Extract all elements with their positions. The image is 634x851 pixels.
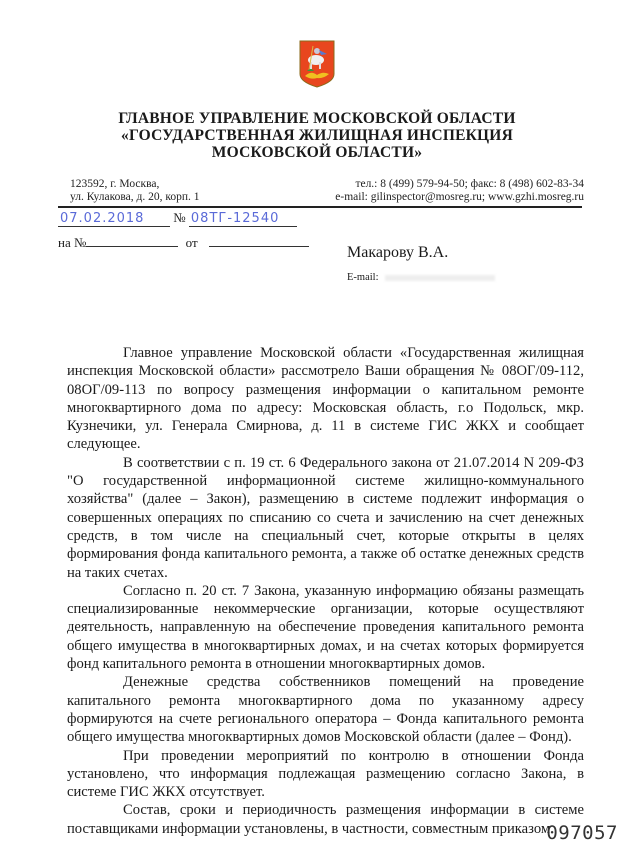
coat-of-arms-icon bbox=[299, 40, 335, 88]
reply-label: на № bbox=[58, 235, 87, 250]
document-serial-number: 097057 bbox=[546, 822, 618, 844]
org-line-2: «ГОСУДАРСТВЕННАЯ ЖИЛИЩНАЯ ИНСПЕКЦИЯ bbox=[121, 127, 513, 144]
email-label: E-mail: bbox=[347, 272, 379, 283]
contact-email-web: e-mail: gilinspector@mosreg.ru; www.gzhi.mosreg.ru bbox=[335, 191, 584, 203]
organization-name bbox=[0, 110, 634, 161]
registration-number: 08ТГ-12540 bbox=[189, 211, 297, 227]
reply-number-blank bbox=[86, 234, 178, 247]
reply-date-blank bbox=[209, 234, 309, 247]
header-divider bbox=[58, 206, 582, 208]
paragraph: Главное управление Московской области «Государственная жилищная инспекция Московской области» рассмотрело Ваши обращения № 08ОГ/09-112, 08ОГ/09-113 по вопросу размещения информации о капитальном ремонте многоквартирного дома по адресу: Московская область, г.о Подольск, мкр. Кузнечики, ул. Генерала Смирнова, д. 11 в системе ГИС ЖКХ и сообщает следующее. bbox=[67, 345, 584, 453]
redacted-email bbox=[385, 275, 495, 281]
contact-info bbox=[335, 178, 584, 204]
contact-phone: тел.: 8 (499) 579-94-50; факс: 8 (498) 602-83-34 bbox=[355, 178, 584, 190]
paragraph: При проведении мероприятий по контролю в отношении Фонда установлено, что информация подлежащая размещению согласно Закона, в системе ГИС ЖКХ отсутствует. bbox=[67, 747, 584, 801]
from-label: от bbox=[185, 235, 198, 250]
number-sign: № bbox=[173, 210, 186, 225]
address-line-1: 123592, г. Москва, bbox=[70, 178, 160, 190]
registration-date: 07.02.2018 bbox=[58, 211, 170, 227]
address-line-2: ул. Кулакова, д. 20, корп. 1 bbox=[70, 191, 200, 203]
paragraph: Согласно п. 20 ст. 7 Закона, указанную информацию обязаны размещать специализированные некоммерческие организации, которые осуществляют деятельность, направленную на обеспечение проведения капитального ремонта общего имущества в многоквартирных домах, и на счетах которых формируется фонд капитального ремонта в отношении многоквартирных домов. bbox=[67, 582, 584, 673]
letter-body bbox=[67, 344, 584, 838]
postal-address bbox=[70, 178, 200, 204]
paragraph: Денежные средства собственников помещений на проведение капитального ремонта многоквартирного дома по указанному адресу формируются на счете регионального оператора – Фонда капитального ремонта общего имущества многоквартирных домов Московской области (далее – Фонд). bbox=[67, 674, 584, 746]
paragraph: Состав, сроки и периодичность размещения информации в системе поставщиками информации установлены, в частности, совместным приказом bbox=[67, 802, 584, 837]
registration-line bbox=[58, 210, 297, 227]
reply-reference-line bbox=[58, 234, 309, 251]
recipient-email bbox=[347, 272, 495, 283]
paragraph: В соответствии с п. 19 ст. 6 Федерального закона от 21.07.2014 N 209-ФЗ "О государственной информационной системе жилищно-коммунального хозяйства" (далее – Закон), размещению в системе подлежит информация о совершенных операциях по списанию со счета и зачислению на счет денежных средств, в том числе на специальный счет, которые открыты в целях формирования фонда капитального ремонта, а также об остатке денежных средств на таких счетах. bbox=[67, 454, 584, 581]
org-line-1: ГЛАВНОЕ УПРАВЛЕНИЕ МОСКОВСКОЙ ОБЛАСТИ bbox=[118, 110, 516, 127]
recipient-name: Макарову В.А. bbox=[347, 244, 449, 261]
org-line-3: МОСКОВСКОЙ ОБЛАСТИ» bbox=[211, 144, 423, 161]
